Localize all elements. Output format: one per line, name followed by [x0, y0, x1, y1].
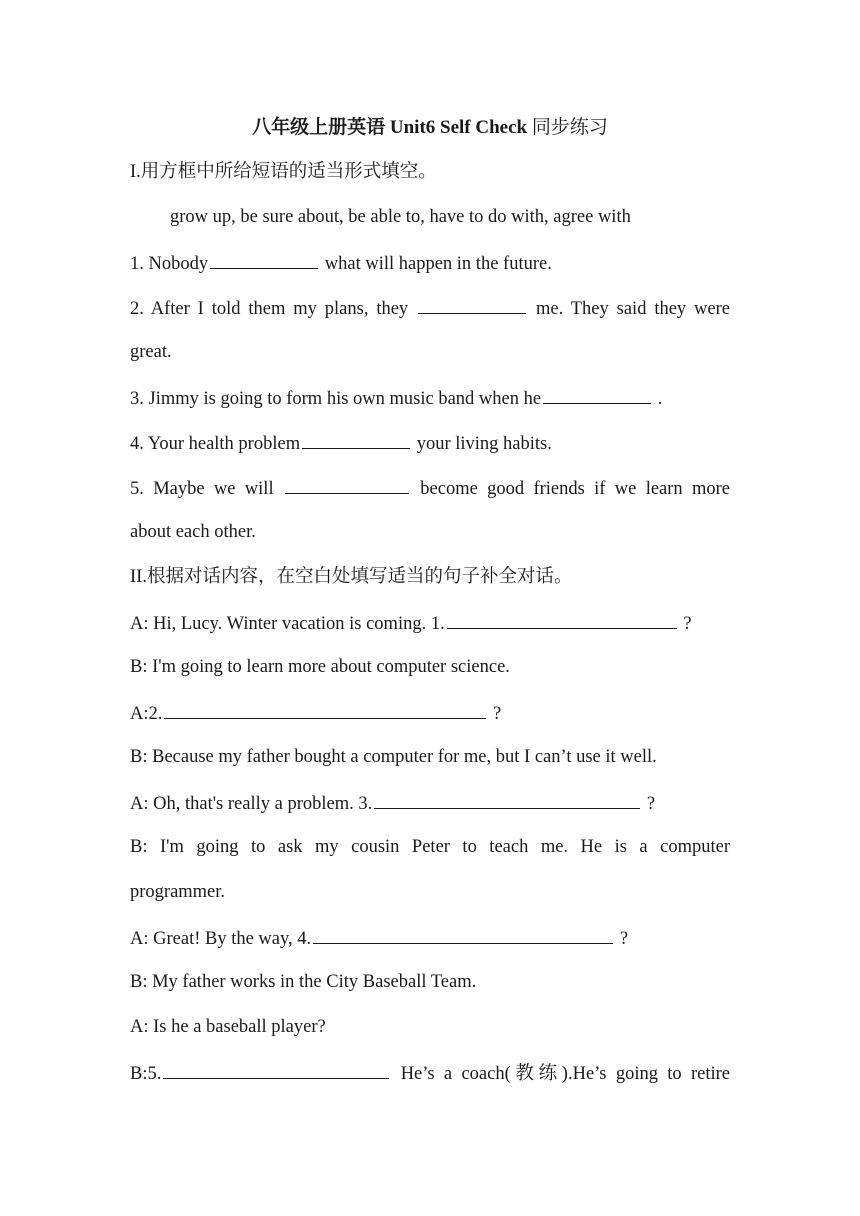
- dialogue-blank-1[interactable]: [447, 610, 677, 629]
- question-2-continued: great.: [130, 342, 172, 362]
- section2-heading: II.根据对话内容，在空白处填写适当的句子补全对话。: [130, 567, 573, 587]
- question-5-continued: about each other.: [130, 522, 256, 542]
- dialogue-blank-4[interactable]: [313, 925, 613, 944]
- dialogue-line-4: B: Because my father bought a computer for me, but I can’t use it well.: [130, 747, 657, 767]
- question-2: 2. After I told them my plans, they me. They said they were: [130, 295, 730, 321]
- dialogue-line-10: B:5. He’s a coach(教练).He’s going to retire: [130, 1060, 730, 1086]
- answer-blank-5[interactable]: [285, 475, 409, 494]
- dialogue-line-9: A: Is he a baseball player?: [130, 1017, 326, 1037]
- dialogue-line-6: B: I'm going to ask my cousin Peter to teach me. He is a computer: [130, 837, 730, 857]
- section1-heading: I.用方框中所给短语的适当形式填空。: [130, 162, 437, 182]
- dialogue-line-6-continued: programmer.: [130, 882, 226, 902]
- dialogue-line-5: A: Oh, that's really a problem. 3. ?: [130, 790, 730, 816]
- page-title: 八年级上册英语 Unit6 Self Check 同步练习: [252, 117, 608, 138]
- question-3: 3. Jimmy is going to form his own music band when he .: [130, 385, 730, 411]
- dialogue-line-2: B: I'm going to learn more about computer science.: [130, 657, 510, 677]
- answer-blank-2[interactable]: [418, 295, 526, 314]
- phrase-box: grow up, be sure about, be able to, have to do with, agree with: [170, 207, 631, 227]
- answer-blank-1[interactable]: [210, 250, 318, 269]
- dialogue-line-1: A: Hi, Lucy. Winter vacation is coming. 1. ?: [130, 610, 730, 636]
- dialogue-line-8: B: My father works in the City Baseball Team.: [130, 972, 477, 992]
- dialogue-line-3: A:2. ?: [130, 700, 730, 726]
- answer-blank-4[interactable]: [302, 430, 410, 449]
- dialogue-blank-3[interactable]: [374, 790, 640, 809]
- answer-blank-3[interactable]: [543, 385, 651, 404]
- dialogue-line-7: A: Great! By the way, 4. ?: [130, 925, 730, 951]
- question-4: 4. Your health problem your living habits.: [130, 430, 730, 456]
- dialogue-blank-5[interactable]: [163, 1060, 389, 1079]
- question-5: 5. Maybe we will become good friends if we learn more: [130, 475, 730, 501]
- dialogue-blank-2[interactable]: [164, 700, 486, 719]
- question-1: 1. Nobody what will happen in the future.: [130, 250, 730, 276]
